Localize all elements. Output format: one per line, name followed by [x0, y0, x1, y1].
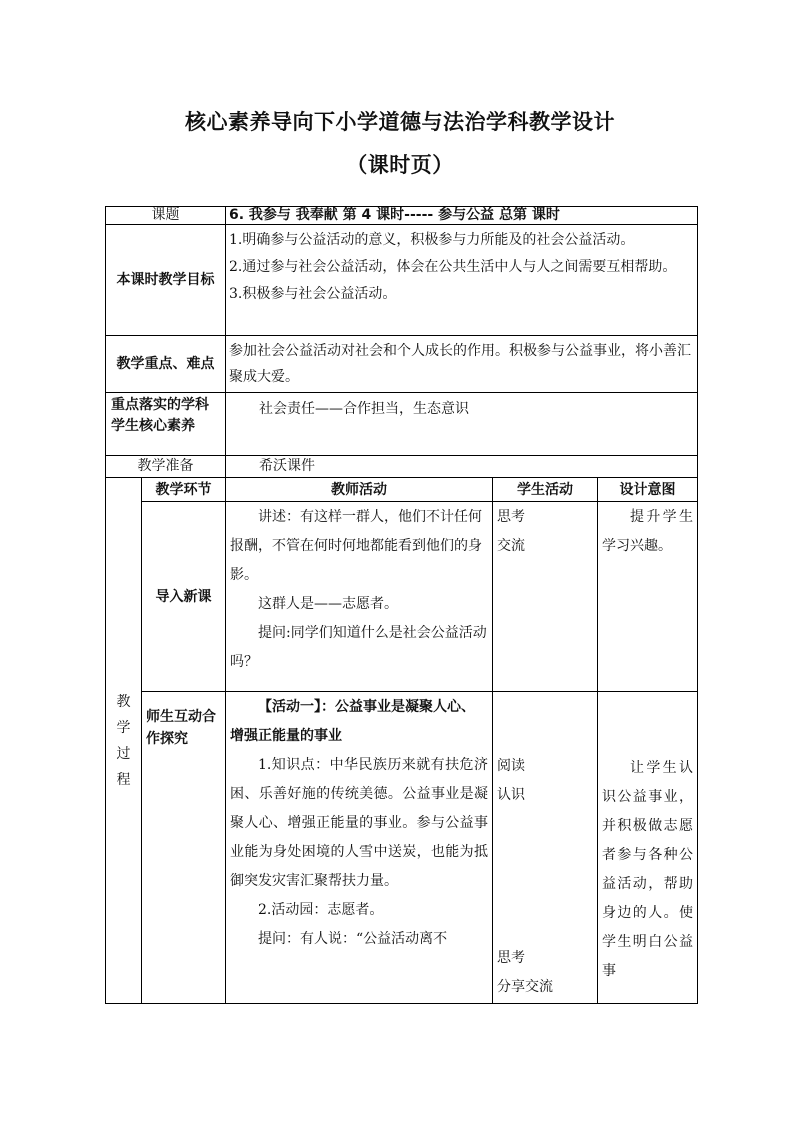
- teacher-paragraph: 1.知识点：中华民族历来就有扶危济困、乐善好施的传统美德。公益事业是凝聚人心、增强正能量的事业。参与公益事业能为身处困境的人雪中送炭，也能为抵御突发灾害汇聚帮扶力量。: [230, 757, 488, 889]
- stage-intro: 导入新课: [142, 502, 226, 692]
- header-student: 学生活动: [493, 478, 598, 502]
- literacy-row: [106, 393, 698, 456]
- goals-label: 本课时教学目标: [106, 225, 226, 336]
- process-header-row: [106, 478, 698, 502]
- teacher-paragraph: 2.活动园：志愿者。: [258, 902, 384, 918]
- activity-heading: 【活动一】：公益事业是凝聚人心、增强正能量的事业: [230, 699, 475, 744]
- goal-item: 3.积极参与社会公益活动。: [229, 286, 397, 302]
- teacher-paragraph: 这群人是——志愿者。: [258, 596, 398, 612]
- process-row-intro: [106, 502, 698, 692]
- lesson-plan-table: [105, 206, 698, 1004]
- process-row-explore: [106, 692, 698, 1004]
- teacher-paragraph: 讲述：有这样一群人，他们不计任何报酬，不管在何时何地都能看到他们的身影。: [230, 509, 482, 583]
- student-activity-item: 分享交流: [497, 979, 553, 995]
- header-teacher: 教师活动: [226, 478, 493, 502]
- prep-label: 教学准备: [106, 456, 226, 478]
- teacher-paragraph: 提问：有人说：“公益活动离不: [258, 931, 448, 947]
- design-intent-explore: 让学生认识公益事业，并积极做志愿者参与各种公益活动，帮助身边的人。使学生明白公益事: [598, 692, 698, 1004]
- student-activity-intro: [493, 502, 598, 692]
- prep-row: [106, 456, 698, 478]
- student-activity-item: 认识: [497, 787, 525, 803]
- document-subtitle: （课时页）: [346, 153, 454, 177]
- teacher-activity-explore: [226, 692, 493, 1004]
- process-side-label: 教学过程: [106, 478, 142, 1004]
- document-title: 核心素养导向下小学道德与法治学科教学设计: [185, 110, 615, 134]
- stage-explore: 师生互动合作探究: [142, 692, 226, 1004]
- student-activity-item: 思考: [497, 950, 525, 966]
- prep-value: 希沃课件: [226, 456, 698, 478]
- keypoints-row: [106, 336, 698, 393]
- student-activity-explore: [493, 692, 598, 1004]
- keypoints-value: 参加社会公益活动对社会和个人成长的作用。积极参与公益事业，将小善汇聚成大爱。: [226, 336, 698, 393]
- literacy-label: 重点落实的学科学生核心素养: [106, 393, 226, 456]
- student-activity-item: 思考: [497, 509, 525, 525]
- topic-value: 6. 我参与 我奉献 第 4 课时----- 参与公益 总第 课时: [226, 207, 698, 225]
- student-activity-item: 交流: [497, 538, 525, 554]
- student-activity-item: 阅读: [497, 758, 525, 774]
- design-intent-intro: 提升学生学习兴趣。: [598, 502, 698, 692]
- goals-row: [106, 225, 698, 336]
- student-group-read: [497, 752, 525, 810]
- header-stage: 教学环节: [142, 478, 226, 502]
- keypoints-label: 教学重点、难点: [106, 336, 226, 393]
- student-group-share: [497, 944, 553, 1002]
- topic-row: [106, 207, 698, 225]
- header-design: 设计意图: [598, 478, 698, 502]
- goal-item: 2.通过参与社会公益活动，体会在公共生活中人与人之间需要互相帮助。: [229, 259, 677, 275]
- literacy-value: 社会责任——合作担当，生态意识: [226, 393, 698, 456]
- goals-list: [226, 225, 698, 336]
- teacher-activity-intro: [226, 502, 493, 692]
- goal-item: 1.明确参与公益活动的意义，积极参与力所能及的社会公益活动。: [229, 232, 635, 248]
- topic-label: 课题: [106, 207, 226, 225]
- teacher-paragraph: 提问:同学们知道什么是社会公益活动吗？: [230, 625, 487, 670]
